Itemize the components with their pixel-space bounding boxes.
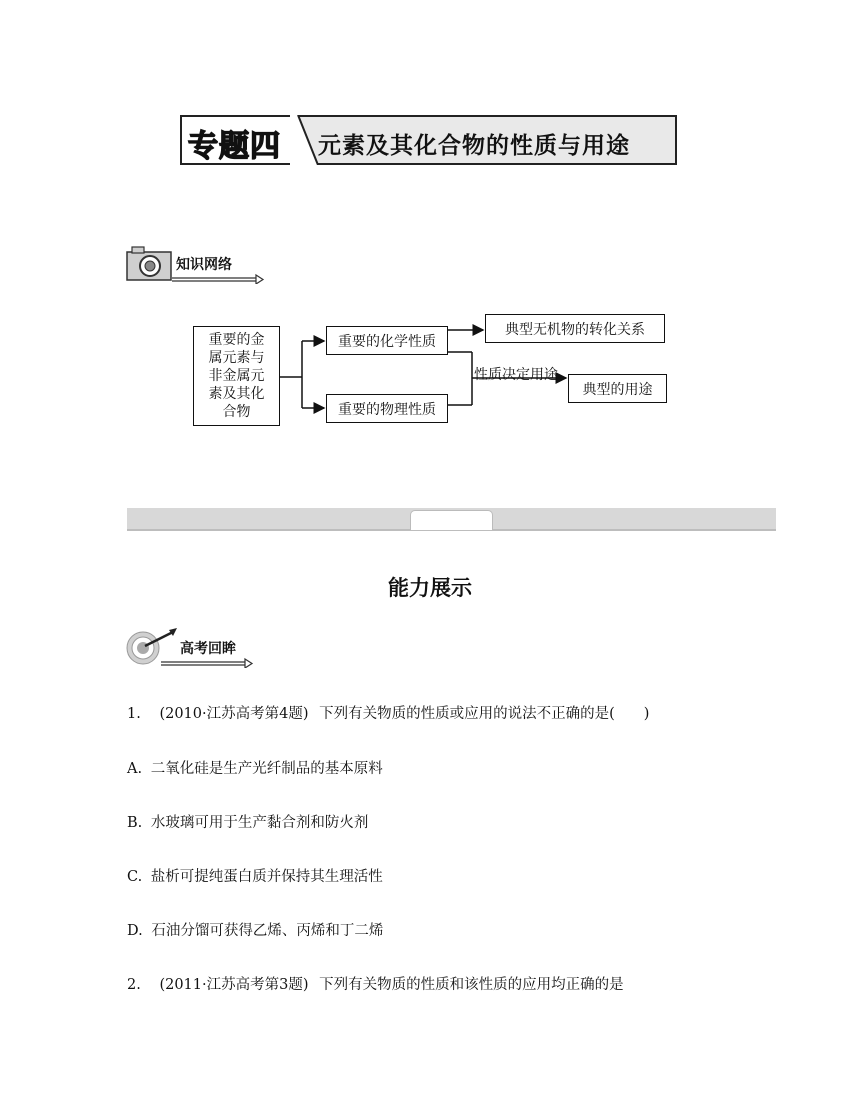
question-2 [127, 973, 624, 994]
divider-tab [410, 510, 493, 530]
question-stem: 下列有关物质的性质和该性质的应用均正确的是 [319, 977, 624, 993]
question-stem: 下列有关物质的性质或应用的说法不正确的是( ) [319, 706, 650, 722]
banner-slant-divider [290, 115, 320, 165]
knowledge-network-label: 知识网络 [176, 257, 232, 273]
topic-title: 元素及其化合物的性质与用途 [318, 133, 630, 159]
physical-properties-node: 重要的物理性质 [326, 394, 448, 423]
option-a [127, 757, 383, 778]
option-text: 石油分馏可获得乙烯、丙烯和丁二烯 [151, 923, 384, 939]
chemical-properties-node: 重要的化学性质 [326, 326, 448, 355]
exam-review-label: 高考回眸 [180, 641, 236, 657]
option-d [127, 919, 383, 940]
option-label: C. [127, 869, 143, 885]
main-topic-node [193, 326, 280, 426]
option-c [127, 865, 383, 886]
question-number: 2. [127, 977, 141, 993]
question-source: (2011·江苏高考第3题) [159, 977, 309, 993]
option-text: 盐析可提纯蛋白质并保持其生理活性 [150, 869, 383, 885]
option-text: 水玻璃可用于生产黏合剂和防火剂 [150, 815, 369, 831]
question-1 [127, 702, 649, 723]
option-label: D. [127, 923, 143, 939]
main-node-line: 素及其化 [208, 386, 265, 402]
option-label: A. [127, 761, 143, 777]
question-source: (2010·江苏高考第4题) [159, 706, 309, 722]
transformation-node: 典型无机物的转化关系 [485, 314, 665, 343]
option-label: B. [127, 815, 143, 831]
question-number: 1. [127, 706, 141, 722]
exam-review-tag [125, 628, 260, 668]
option-b [127, 811, 368, 832]
main-node-line: 重要的金 [208, 332, 265, 348]
topic-banner [180, 115, 677, 165]
option-text: 二氧化硅是生产光纤制品的基本原料 [150, 761, 383, 777]
typical-use-node: 典型的用途 [568, 374, 667, 403]
edge-label: 性质决定用途 [474, 367, 558, 383]
topic-label-box [182, 117, 294, 163]
main-node-line: 非金属元 [208, 368, 265, 384]
main-node-line: 属元素与 [208, 350, 265, 366]
topic-label: 专题四 [188, 129, 281, 164]
main-node-line: 合物 [222, 404, 251, 420]
knowledge-network-tag [126, 244, 266, 284]
section-heading: 能力展示 [388, 576, 472, 600]
